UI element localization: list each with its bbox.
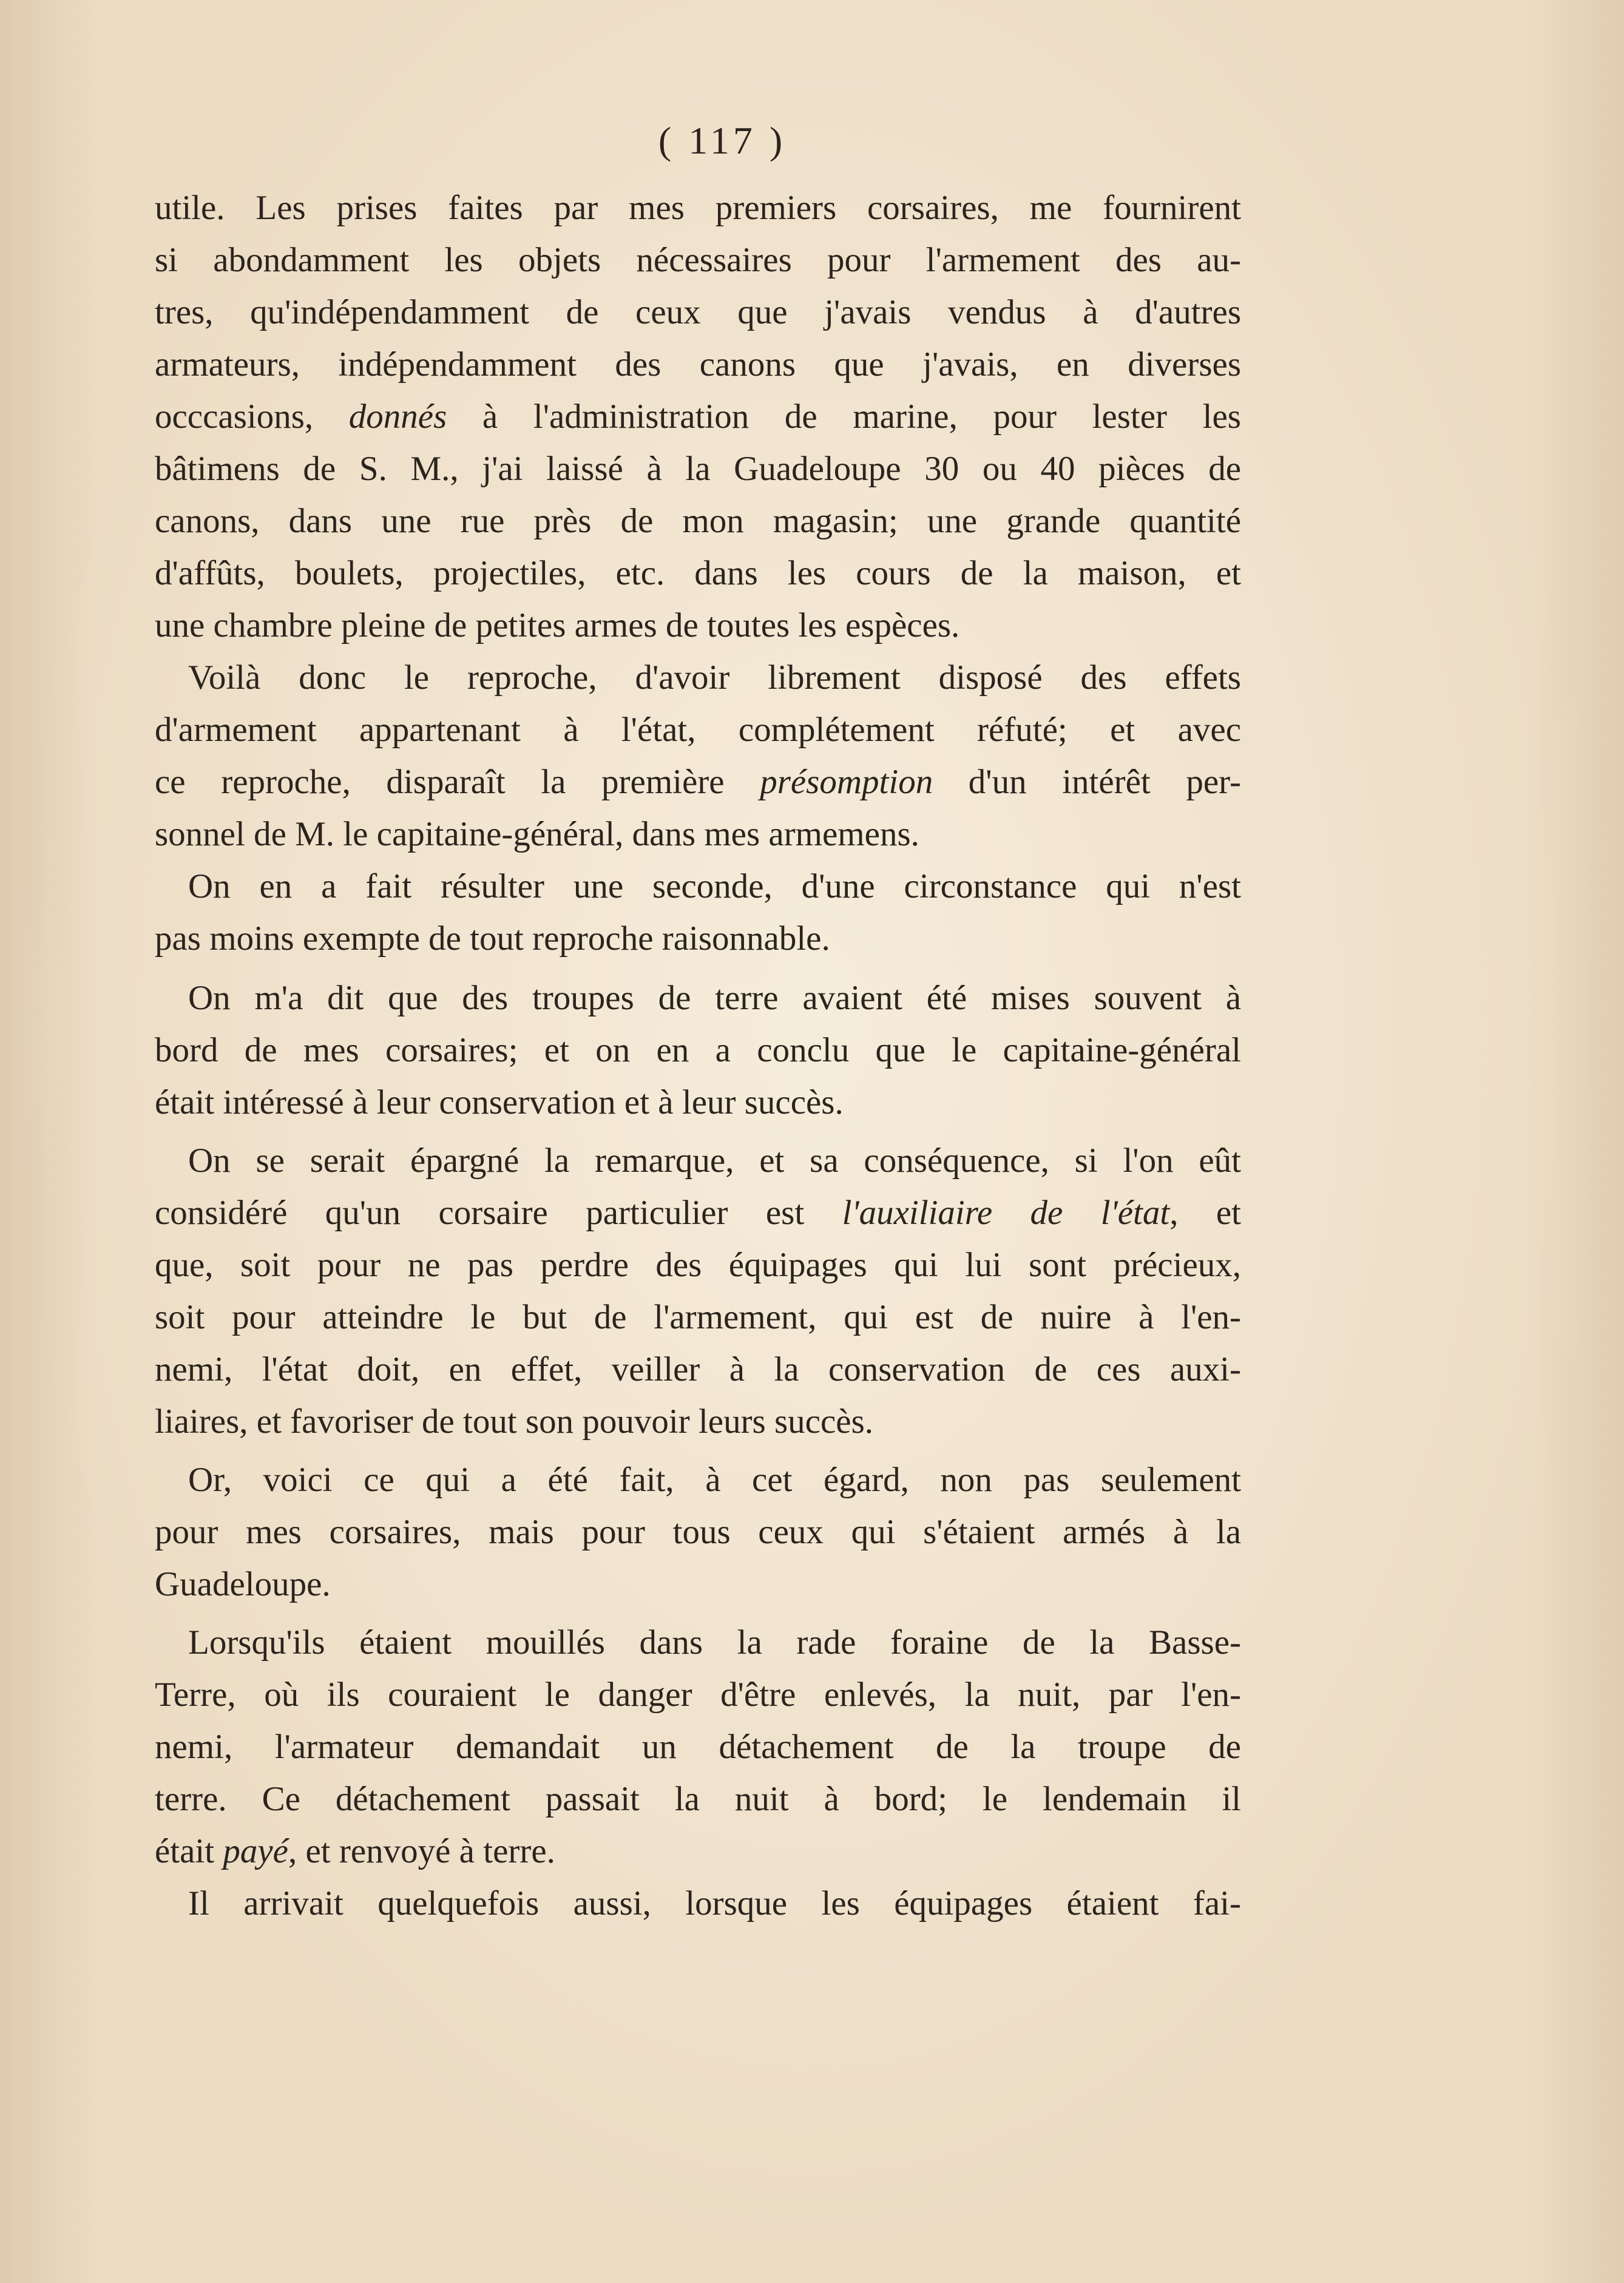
text-line [155,1187,1241,1239]
text-line: tres, qu'indépendamment de ceux que j'avais vendus à d'autres [155,293,1241,331]
page-number: ( 117 ) [658,119,787,162]
text-line: sonnel de M. le capitaine-général, dans mes armemens. [155,815,919,853]
text-line: liaires, et favoriser de tout son pouvoir leurs succès. [155,1402,874,1441]
text-line [155,391,1241,443]
text-line: d'affûts, boulets, projectiles, etc. dans les cours de la maison, et [155,554,1241,592]
text-line: utile. Les prises faites par mes premiers corsaires, me fournirent [155,189,1241,227]
italic-text: payé [223,1832,288,1870]
text-line: Lorsqu'ils étaient mouillés dans la rade foraine de la Basse- [188,1623,1241,1662]
text-line: Il arrivait quelquefois aussi, lorsque les équipages étaient fai- [188,1884,1241,1923]
text-line [155,756,1241,808]
text-line: On m'a dit que des troupes de terre avaient été mises souvent à [188,979,1241,1017]
text-line: Guadeloupe. [155,1565,331,1603]
text-line: Voilà donc le reproche, d'avoir librement disposé des effets [188,658,1241,697]
text-line: On se serait épargné la remarque, et sa conséquence, si l'on eût [188,1142,1241,1180]
text-line: d'armement appartenant à l'état, complétement réfuté; et avec [155,711,1241,749]
text-line: soit pour atteindre le but de l'armement, qui est de nuire à l'en- [155,1298,1241,1336]
text-line: Terre, où ils couraient le danger d'être enlevés, la nuit, par l'en- [155,1676,1241,1714]
text-line: était intéressé à leur conservation et à leur succès. [155,1083,844,1121]
text-line: une chambre pleine de petites armes de toutes les espèces. [155,606,960,644]
body-text [155,182,1241,1930]
text-line: si abondamment les objets nécessaires pour l'armement des au- [155,241,1241,279]
text-line [155,1825,1241,1878]
text-run: , et renvoyé à terre. [288,1832,555,1870]
text-run: considéré qu'un corsaire particulier est [155,1194,842,1232]
text-line: pour mes corsaires, mais pour tous ceux qui s'étaient armés à la [155,1513,1241,1551]
text-line: On en a fait résulter une seconde, d'une circonstance qui n'est [188,867,1241,905]
italic-text: présomption [760,763,933,801]
text-line: que, soit pour ne pas perdre des équipages qui lui sont précieux, [155,1246,1241,1284]
text-run: à l'administration de marine, pour lester les [447,397,1241,436]
italic-text: l'auxiliaire de l'état [842,1194,1170,1232]
text-line: armateurs, indépendamment des canons que j'avais, en diverses [155,345,1241,384]
text-line: canons, dans une rue près de mon magasin; une grande quantité [155,502,1241,540]
text-line: bord de mes corsaires; et on en a conclu que le capitaine-général [155,1031,1241,1069]
text-line: pas moins exempte de tout reproche raisonnable. [155,919,830,958]
text-line: bâtimens de S. M., j'ai laissé à la Guadeloupe 30 ou 40 pièces de [155,450,1241,488]
text-run: , et [1169,1194,1242,1232]
text-line: nemi, l'état doit, en effet, veiller à la conservation de ces auxi- [155,1350,1241,1388]
text-run: occcasions, [155,397,349,436]
text-line: nemi, l'armateur demandait un détachement de la troupe de [155,1728,1241,1766]
text-run: ce reproche, disparaît la première [155,763,760,801]
italic-text: donnés [348,397,447,436]
text-line: Or, voici ce qui a été fait, à cet égard, non pas seulement [188,1461,1241,1499]
text-run: était [155,1832,223,1870]
text-line: terre. Ce détachement passait la nuit à bord; le lendemain il [155,1780,1241,1818]
text-run: d'un intérêt per- [933,763,1241,801]
